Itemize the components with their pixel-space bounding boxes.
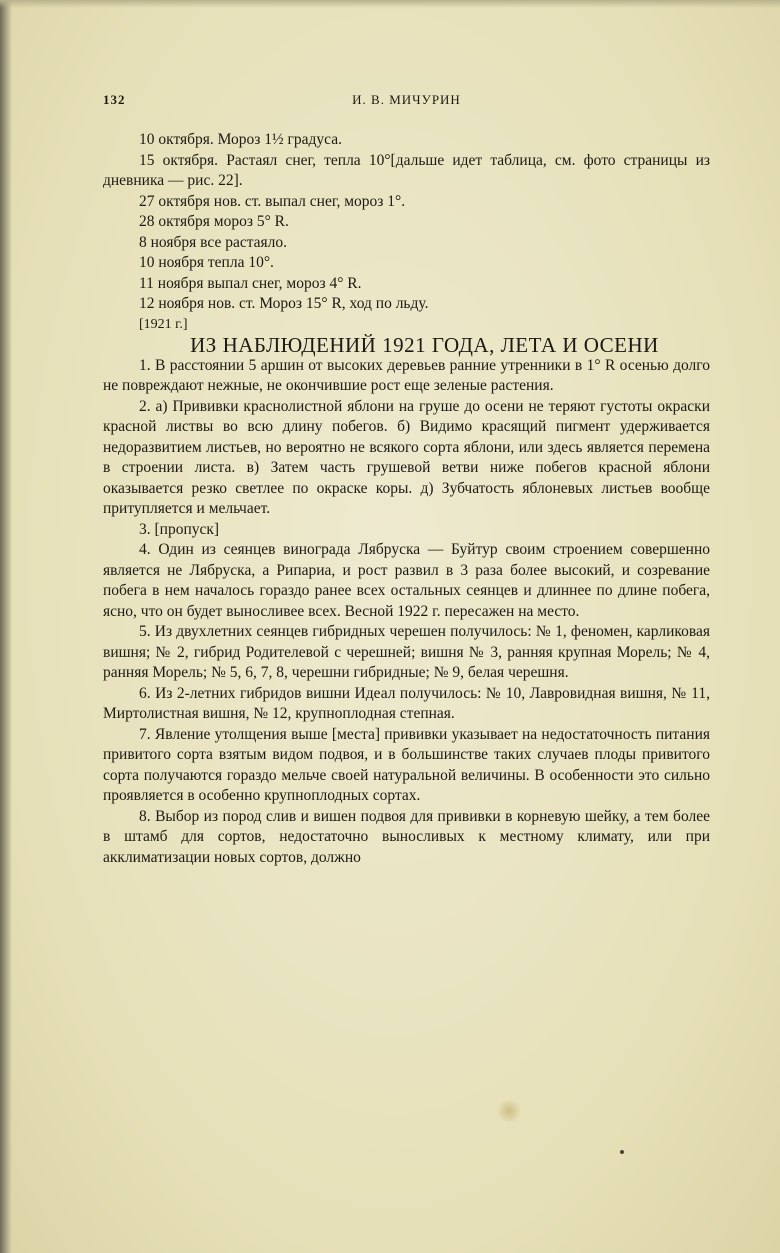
observation-paragraph: 2. а) Прививки краснолистной яблони на груше до осени не теряют густоты окраски красной листвы во всю длину побегов. б) Видимо красящий пигмент удерживается недоразвитием листьев, но вероятно не всякого сорта яблони, или здесь является перемена в строении листа. в) Затем часть грушевой ветви ниже побегов красной яблони оказывается резко светлее по окраске коры. д) Зубчатость яблоневых листьев вообще притупляется и мельчает. xyxy=(103,397,710,517)
diary-entry: 10 ноября тепла 10°. xyxy=(139,254,274,271)
page-header xyxy=(103,92,710,112)
diary-entry: 10 октября. Мороз 1½ градуса. xyxy=(139,131,343,148)
year-note: [1921 г.] xyxy=(139,316,188,332)
running-title: И. В. МИЧУРИН xyxy=(352,92,461,107)
diary-entry: 8 ноября все растаяло. xyxy=(139,233,288,251)
page-number: 132 xyxy=(103,92,126,107)
page-body xyxy=(103,130,710,868)
diary-entry: 28 октября мороз 5° R. xyxy=(139,213,289,230)
page-top-shadow xyxy=(0,0,780,8)
observation-paragraph: 5. Из двухлетних сеянцев гибридных черешен получилось: № 1, феномен, карликовая вишня; № 2, гибрид Родителевой с черешней; вишня № 3, ранняя крупная Морель; № 4, ранняя Морель; № 5, 6, 7, 8, черешни гибридные; № 9, белая черешня. xyxy=(103,623,710,681)
diary-entry: 12 ноября нов. ст. Мороз 15° R, ход по льду. xyxy=(139,295,429,312)
page-spine-shadow xyxy=(0,0,12,1253)
diary-entry: 11 ноября выпал снег, мороз 4° R. xyxy=(139,274,362,292)
section-title: ИЗ НАБЛЮДЕНИЙ 1921 ГОДА, ЛЕТА И ОСЕНИ xyxy=(190,333,659,357)
observation-paragraph: 8. Выбор из пород слив и вишен подвоя для прививки в корневую шейку, а тем более в штамб для сортов, недостаточно выносливых к местному климату, или при акклиматизации новых сортов, должно xyxy=(103,807,710,866)
observation-paragraph: 4. Один из сеянцев винограда Лябруска — Буйтур своим строением совершенно является не Лябруска, а Рипариа, и рост развил в 3 раза более высокий, и созревание побега в нем началось гораздо ранее всех остальных сеянцев и длиннее по длине побега, ясно, что он будет выносливее всех. Весной 1922 г. пересажен на место. xyxy=(103,541,710,620)
paper-speck xyxy=(620,1150,624,1154)
paper-stain xyxy=(495,1100,523,1122)
diary-entry: 15 октября. Растаял снег, тепла 10°[дальше идет таблица, см. фото страницы из дневника — рис. 22]. xyxy=(103,151,710,189)
observation-paragraph: 1. В расстоянии 5 аршин от высоких деревьев ранние утренники в 1° R осенью долго не повреждают нежные, не окончившие рост еще зеленые растения. xyxy=(103,356,710,394)
observation-paragraph: 3. [пропуск] xyxy=(139,520,220,538)
observation-paragraph: 7. Явление утолщения выше [места] прививки указывает на недостаточность питания привитого сорта взятым видом подвоя, и в большинстве таких случаев плоды привитого сорта получаются гораздо мельче своей натуральной величины. В особенности это сильно проявляется в особенно крупноплодных сортах. xyxy=(103,725,710,804)
diary-entry: 27 октября нов. ст. выпал снег, мороз 1°. xyxy=(139,192,406,210)
observation-paragraph: 6. Из 2-летних гибридов вишни Идеал получилось: № 10, Лавровидная вишня, № 11, Миртолистная вишня, № 12, крупноплодная степная. xyxy=(103,684,710,722)
